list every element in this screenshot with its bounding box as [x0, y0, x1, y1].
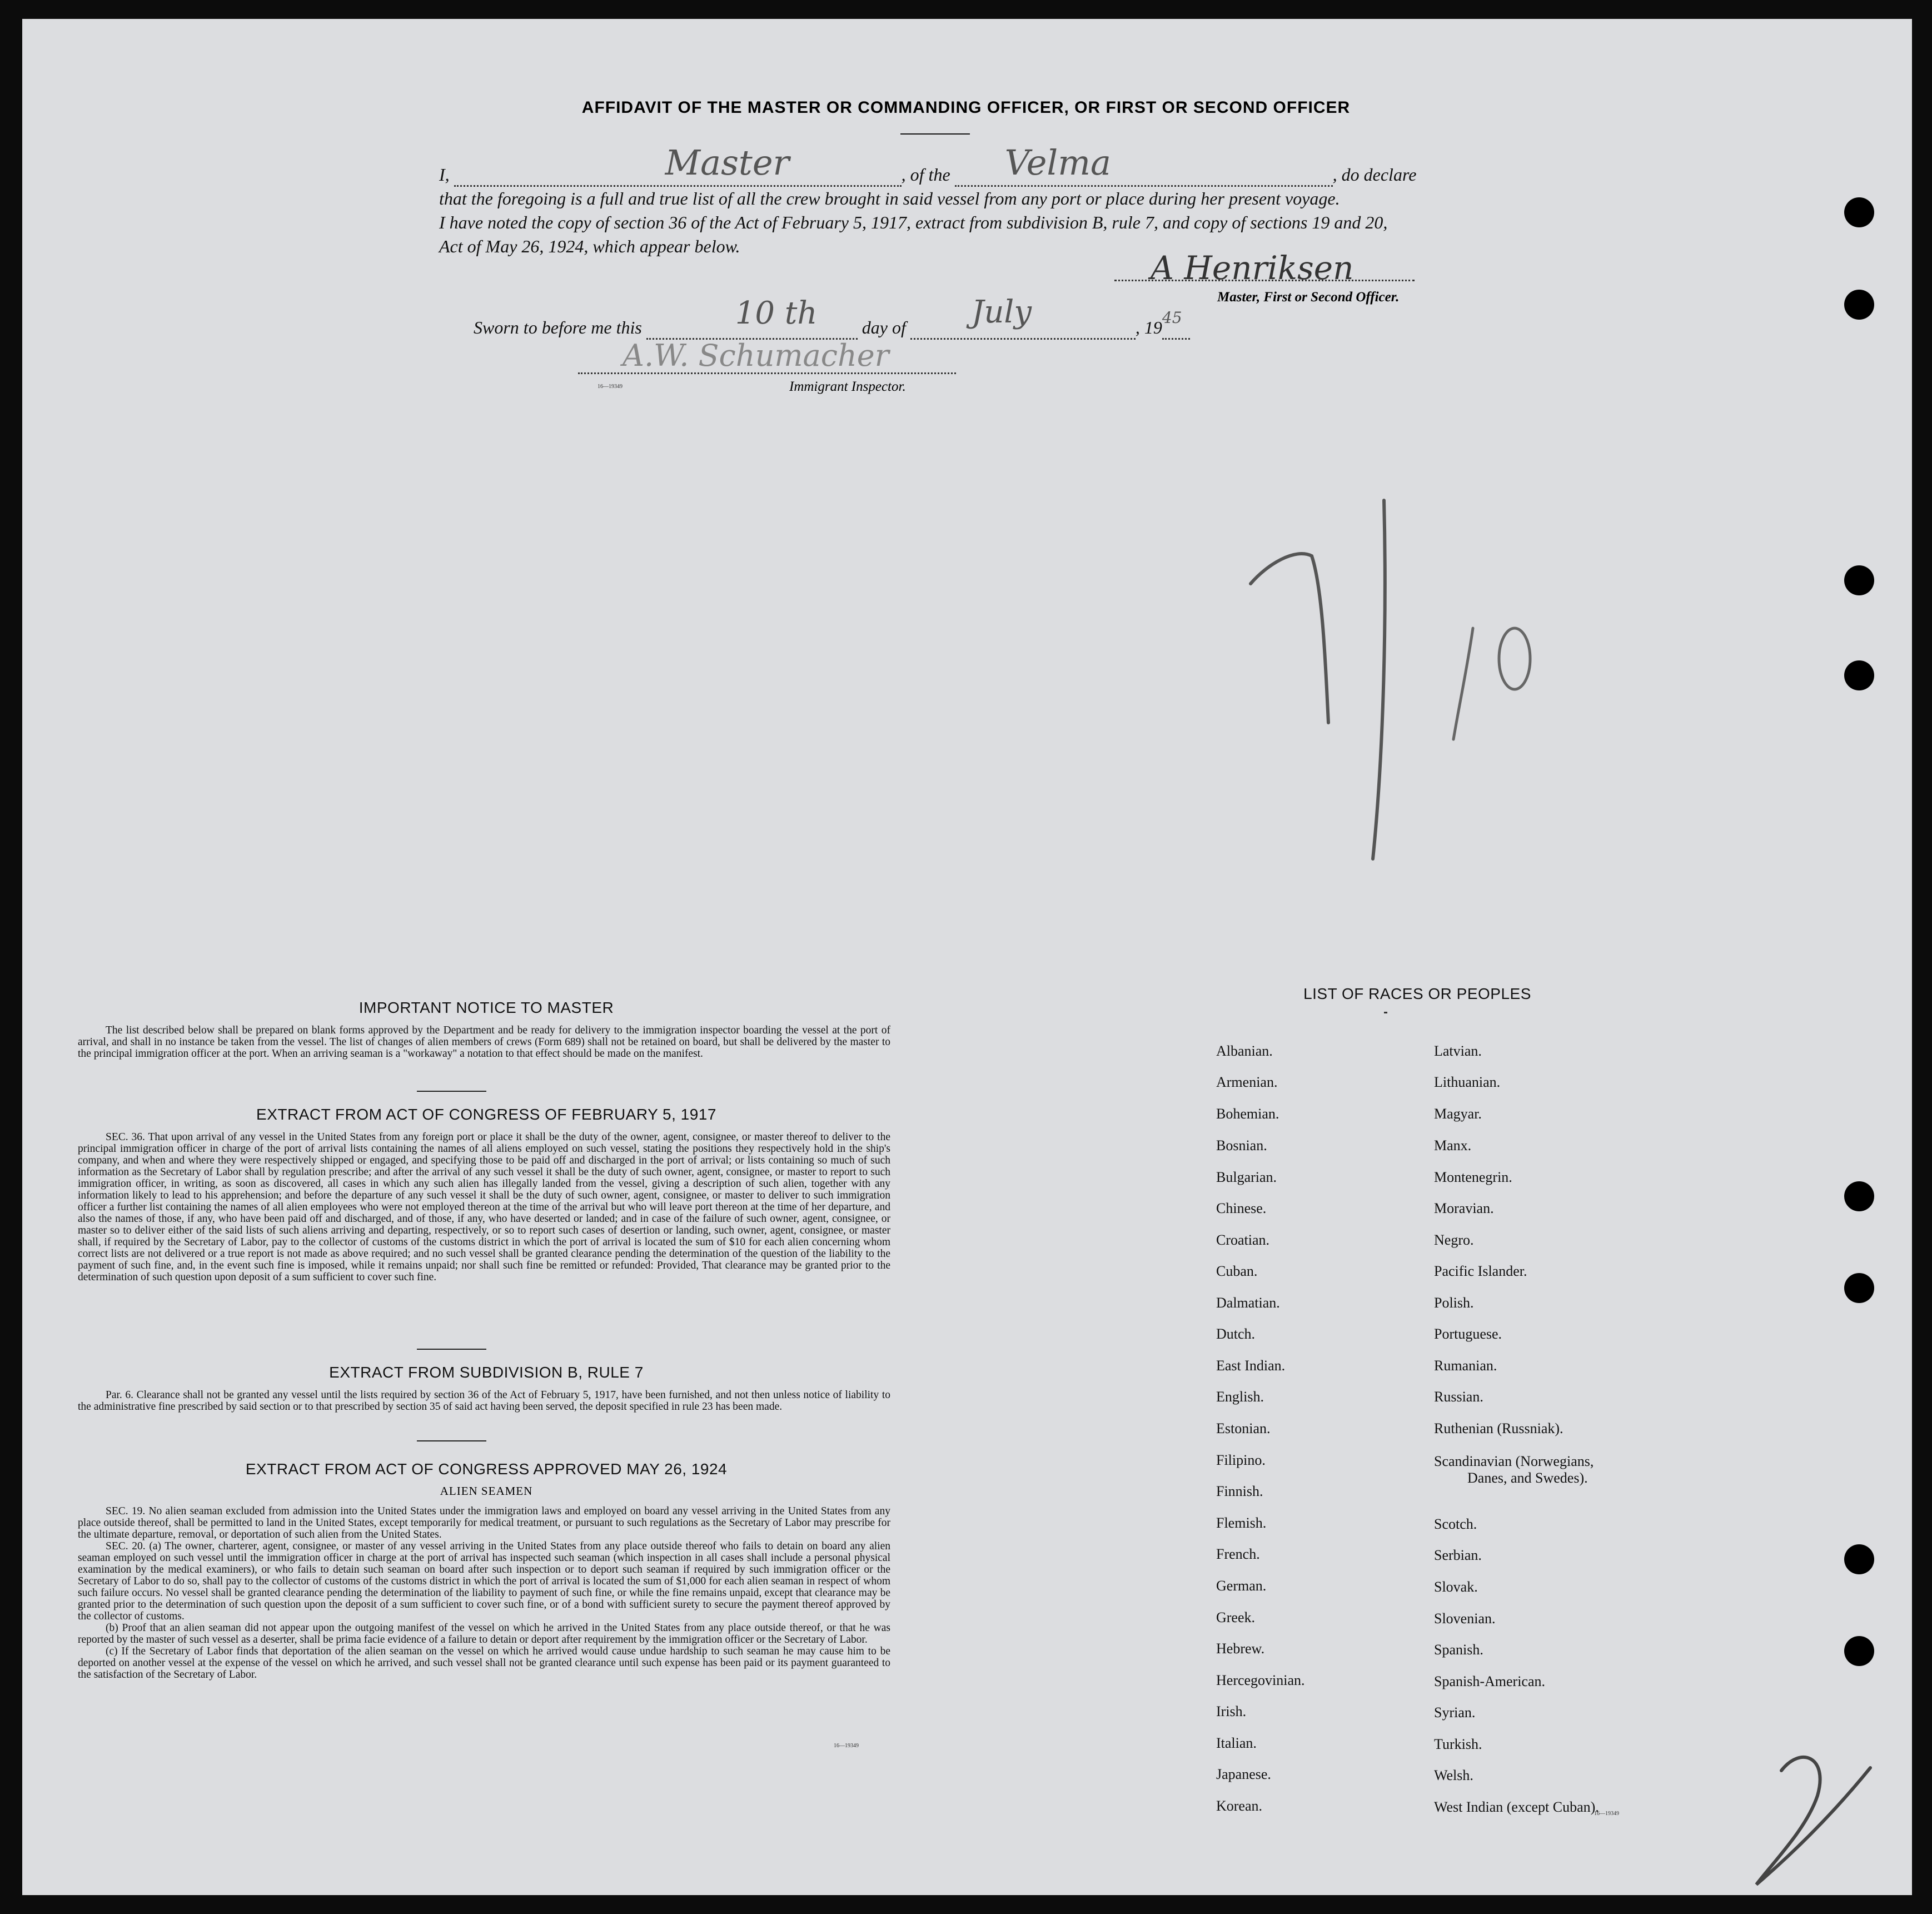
race-item: East Indian.	[1216, 1358, 1286, 1374]
race-item: Flemish.	[1216, 1515, 1267, 1531]
race-item: Slovenian.	[1434, 1610, 1496, 1627]
race-item: Magyar.	[1434, 1106, 1482, 1122]
race-item: Montenegrin.	[1434, 1169, 1512, 1185]
race-item: Moravian.	[1434, 1200, 1494, 1216]
race-item: Bulgarian.	[1216, 1169, 1277, 1185]
vessel-handwritten: Velma	[1004, 142, 1111, 183]
race-item: Korean.	[1216, 1798, 1263, 1814]
tally-mark-zero	[1499, 628, 1530, 689]
section-20b-paragraph: (b) Proof that an alien seaman did not appear upon the outgoing manifest of the vessel on which he arrived in the United States from any place outside thereof, or that he was reported by the master of such vessel as a deserter, shall be prima facie evidence of a failure to detain or deport after requirement by the immigration officer or the Secretary of Labor.	[78, 1622, 890, 1645]
race-item: Estonian.	[1216, 1420, 1271, 1436]
race-item: Russian.	[1434, 1389, 1483, 1405]
race-item: West Indian (except Cuban).	[1434, 1799, 1599, 1815]
race-item: Hebrew.	[1216, 1640, 1265, 1657]
race-item: Ruthenian (Russniak).	[1434, 1420, 1563, 1436]
race-item: Danes, and Swedes).	[1467, 1470, 1588, 1486]
race-item: Syrian.	[1434, 1704, 1476, 1721]
race-item: Bohemian.	[1216, 1106, 1279, 1122]
affidavit-line-4: Act of May 26, 1924, which appear below.	[439, 236, 740, 256]
race-item: Italian.	[1216, 1735, 1257, 1751]
race-item: Rumanian.	[1434, 1358, 1497, 1374]
sworn-year-handwritten: 45	[1162, 309, 1182, 327]
notice-paragraph: The list described below shall be prepared on blank forms approved by the Department and be ready for delivery to the immigration inspector boarding the vessel at the port of arrival, and shall in no instance be taken from the vessel. The list of changes of alien members of crews (Form 689) shall not be retained on board, but shall be delivered by the master to the principal immigration officer at the port. When an arriving seaman is a "workaway" a notation to that effect should be made on the manifest.	[78, 1025, 890, 1060]
race-item: Japanese.	[1216, 1766, 1271, 1782]
race-item: Spanish.	[1434, 1642, 1483, 1658]
race-item: Dutch.	[1216, 1326, 1256, 1342]
race-item: Negro.	[1434, 1232, 1474, 1248]
subdivision-title: EXTRACT FROM SUBDIVISION B, RULE 7	[329, 1364, 644, 1381]
alien-seamen-subtitle: ALIEN SEAMEN	[440, 1484, 533, 1498]
day-of-label: day of	[862, 317, 906, 337]
tally-mark-one	[1453, 628, 1473, 739]
affidavit-title: AFFIDAVIT OF THE MASTER OR COMMANDING OFFICER, OR FIRST OR SECOND OFFICER	[581, 98, 1351, 117]
signature-caption: Master, First or Second Officer.	[1217, 290, 1400, 305]
race-item: Manx.	[1434, 1137, 1472, 1154]
race-item: Polish.	[1434, 1295, 1474, 1311]
race-item: French.	[1216, 1546, 1260, 1562]
race-item: Spanish-American.	[1434, 1673, 1546, 1689]
race-item: Cuban.	[1216, 1263, 1258, 1279]
affidavit-form-number: 16—19349	[597, 384, 623, 390]
race-item: Irish.	[1216, 1703, 1247, 1719]
race-item: Turkish.	[1434, 1736, 1482, 1752]
race-item: Welsh.	[1434, 1767, 1473, 1783]
extract-1917-title: EXTRACT FROM ACT OF CONGRESS OF FEBRUARY 5, 1917	[256, 1106, 716, 1123]
race-item: Armenian.	[1216, 1074, 1278, 1090]
master-signature: A Henriksen	[1151, 249, 1354, 287]
race-item: Slovak.	[1434, 1579, 1478, 1595]
race-item: Lithuanian.	[1434, 1074, 1501, 1090]
notice-title: IMPORTANT NOTICE TO MASTER	[358, 999, 614, 1016]
race-item: Hercegovinian.	[1216, 1672, 1305, 1688]
race-item: Albanian.	[1216, 1043, 1273, 1059]
race-item: Portuguese.	[1434, 1326, 1502, 1342]
of-the-label: , of the	[901, 165, 950, 185]
sworn-day-handwritten: 10 th	[735, 295, 818, 331]
section-20a-paragraph: SEC. 20. (a) The owner, charterer, agent, consignee, or master of any vessel arriving in the United States from any place outside thereof who fails to detain on board any alien seaman employed on such vessel until the immigration officer in charge at the port of arrival has inspected such seaman (which inspection in all cases shall include a personal physical examination by the medical examiners), or who fails to detain such seaman on board after such inspection or to deport such seaman if required by such immigration officer or the Secretary of Labor to do so, shall pay to the collector of customs of the customs district in which the port of arrival is located the sum of $1,000 for each alien seaman in respect of whom such failure occurs. No vessel shall be granted clearance pending the determination of the liability to payment of such fine, or while the fine remains unpaid, except that clearance may be granted prior to the determination of such question upon the deposit of a sum sufficient to cover such fine, or of a bond with sufficient surety to secure the payment thereof approved by the collector of customs.	[78, 1540, 890, 1622]
race-item: Scotch.	[1434, 1516, 1477, 1532]
races-title: LIST OF RACES OR PEOPLES	[1303, 985, 1531, 1002]
race-item: Scandinavian (Norwegians,	[1434, 1453, 1594, 1469]
race-item: Greek.	[1216, 1609, 1256, 1625]
inspector-signature: A.W. Schumacher	[623, 338, 889, 373]
declarant-prefix: I,	[439, 165, 450, 185]
declarant-handwritten: Master	[665, 142, 790, 183]
race-item: German.	[1216, 1578, 1267, 1594]
corner-mark-two	[1756, 1757, 1870, 1885]
tally-mark-slash	[1373, 500, 1385, 859]
race-item: Pacific Islander.	[1434, 1263, 1527, 1279]
sworn-prefix: Sworn to before me this	[474, 317, 642, 337]
race-item: Bosnian.	[1216, 1137, 1267, 1154]
paragraph-6: Par. 6. Clearance shall not be granted any vessel until the lists required by section 36 of the Act of February 5, 1917, have been furnished, and not then unless notice of liability to the administrative fine prescribed by said section or to that prescribed by section 35 of said act having been served, the deposit specified in rule 23 has been made.	[78, 1389, 890, 1413]
affidavit-line-2: that the foregoing is a full and true list of all the crew brought in said vessel from any port or place during her present voyage.	[439, 188, 1340, 208]
sworn-month-handwritten: July	[971, 294, 1032, 330]
affidavit-line-3: I have noted the copy of section 36 of the Act of February 5, 1917, extract from subdivision B, rule 7, and copy of sections 19 and 20,	[439, 212, 1388, 232]
inspector-caption: Immigrant Inspector.	[789, 379, 906, 394]
declare-label: , do declare	[1332, 165, 1417, 185]
races-form-number: 16—19349	[1594, 1811, 1619, 1817]
race-item: Dalmatian.	[1216, 1295, 1280, 1311]
race-item: Chinese.	[1216, 1200, 1267, 1216]
race-item: Filipino.	[1216, 1452, 1266, 1468]
extract-form-number: 16—19349	[834, 1743, 859, 1749]
tally-mark-seven	[1251, 554, 1328, 723]
race-item: Serbian.	[1434, 1547, 1482, 1563]
extract-1924-title: EXTRACT FROM ACT OF CONGRESS APPROVED MAY 26, 1924	[245, 1460, 728, 1478]
section-20c-paragraph: (c) If the Secretary of Labor finds that deportation of the alien seaman on the vessel on which he arrived would cause undue hardship to such seaman he may cause him to be deported on another vessel at the expense of the vessel on which he arrived, and such vessel shall not be granted clearance until such expense has been paid or its payment guaranteed to the satisfaction of the Secretary of Labor.	[78, 1645, 890, 1681]
race-item: English.	[1216, 1389, 1264, 1405]
section-19-paragraph: SEC. 19. No alien seaman excluded from admission into the United States under the immigration laws and employed on board any vessel arriving in the United States from any place outside thereof, shall be permitted to land in the United States, except temporarily for medical treatment, or pursuant to such regulations as the Secretary of Labor may prescribe for the ultimate departure, removal, or deportation of such alien from the United States.	[78, 1505, 890, 1540]
race-item: Latvian.	[1434, 1043, 1482, 1059]
race-item: Croatian.	[1216, 1232, 1270, 1248]
section-36-paragraph: SEC. 36. That upon arrival of any vessel in the United States from any foreign port or place it shall be the duty of the owner, agent, consignee, or master thereof to deliver to the principal immigration officer in charge of the port of arrival lists containing the names of all aliens employed on such vessel, stating the positions they respectively hold in the ship's company, and when and where they were respectively shipped or engaged, and specifying those to be paid off and discharged in the port of arrival; or lists containing so much of such information as the Secretary of Labor shall by regulation prescribe; and after the arrival of any such vessel it shall be the duty of such owner, agent, consignee, or master to report to such immigration officer, in writing, as soon as discovered, all cases in which any such alien has illegally landed from the vessel, giving a description of such alien, together with any information likely to lead to his apprehension; and before the departure of any such vessel it shall be the duty of such owner, agent, consignee, or master to deliver to such immigration officer a further list containing the names of all alien employees who were not employed thereon at the time of the arrival but who will leave port thereon at the time of her departure, and also the names of those, if any, who have been paid off and discharged, and of those, if any, who have deserted or landed; and in case of the failure of such owner, agent, consignee, or master so to deliver either of the said lists of such aliens arriving and departing, respectively, or so to report such cases of desertion or landing, such owner, agent, consignee, or master shall, if required by the Secretary of Labor, pay to the collector of customs of the customs district in which the port of arrival is located the sum of $10 for each alien concerning whom correct lists are not delivered or a true report is not made as above required; and no such vessel shall be granted clearance pending the determination of the question of the liability to the payment of such fine, and, in the event such fine is imposed, while it remains unpaid; nor shall such fine be remitted or refunded: Provided, That clearance may be granted prior to the determination of such question upon deposit of a sum sufficient to cover such fine.	[78, 1131, 890, 1283]
race-item: Finnish.	[1216, 1483, 1263, 1499]
year-prefix: , 19	[1135, 317, 1162, 337]
